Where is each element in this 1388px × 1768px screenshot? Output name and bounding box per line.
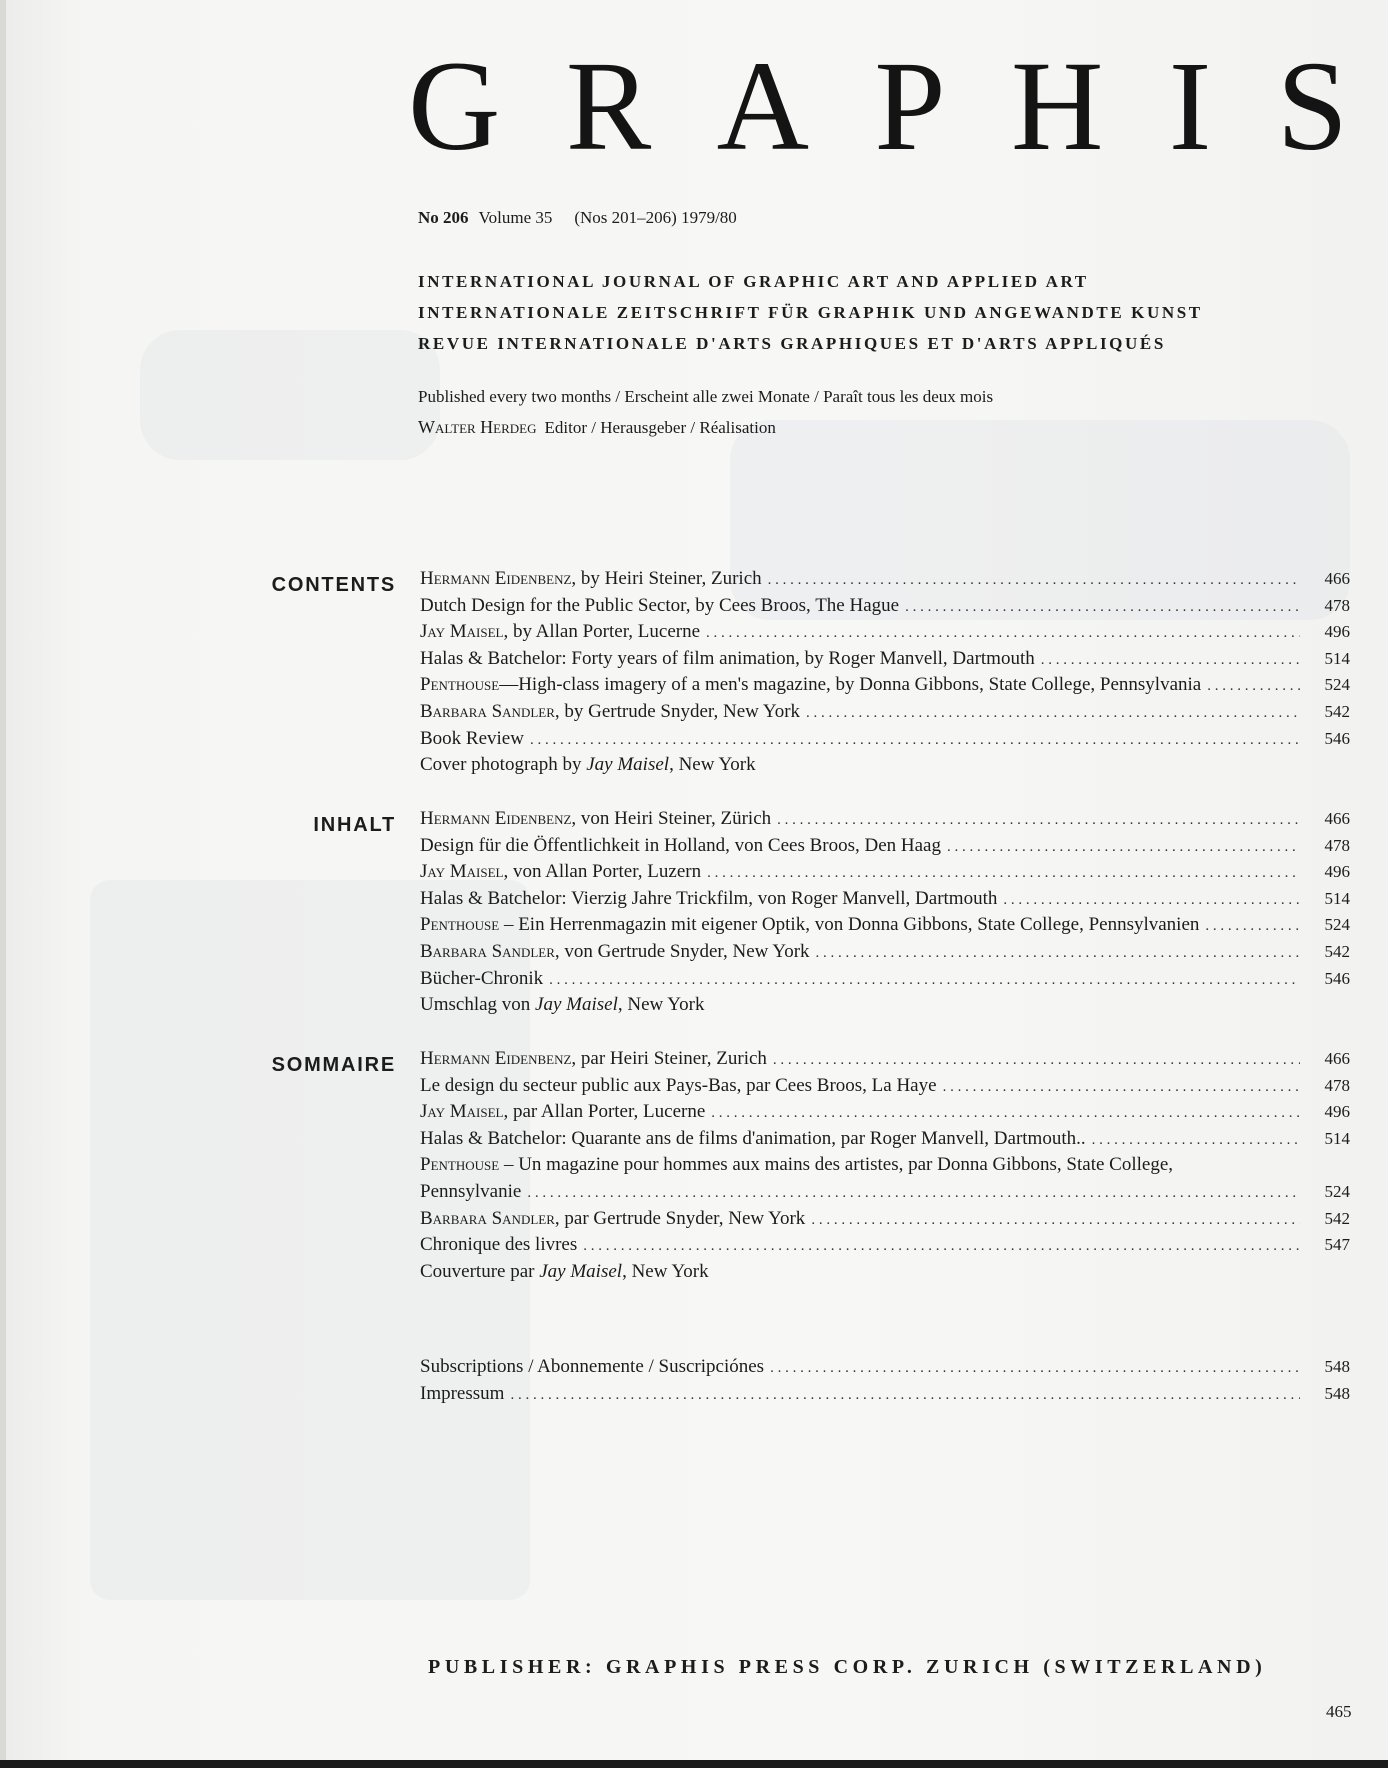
toc-entry <box>420 568 1350 595</box>
entry-text: Design für die Öffentlichkeit in Holland, von Cees Broos, Den Haag <box>420 834 941 856</box>
subtitle-english: INTERNATIONAL JOURNAL OF GRAPHIC ART AND APPLIED ART <box>418 272 1089 291</box>
entry-name: Barbara Sandler <box>420 940 555 962</box>
issue-line <box>418 208 737 228</box>
entry-text: , par Heiri Steiner, Zurich <box>571 1048 767 1069</box>
page-number: 548 <box>1324 1357 1350 1376</box>
page-number: 542 <box>1324 1208 1350 1228</box>
toc-entry <box>420 648 1350 675</box>
page-number: 478 <box>1324 595 1350 615</box>
toc-entry <box>420 1181 1350 1208</box>
entry-text: , by Allan Porter, Lucerne <box>503 621 701 643</box>
page-edge-bottom <box>0 1760 1388 1768</box>
issue-number: No 206 <box>418 208 469 227</box>
toc-entry <box>420 1048 1350 1075</box>
entry-text: —High-class imagery of a men's magazine, by Donna Gibbons, State College, Pennsylvania <box>499 674 1202 696</box>
toc-inhalt <box>420 808 1350 1021</box>
cover-photographer: Jay Maisel <box>539 1260 623 1282</box>
toc-entry <box>420 808 1350 835</box>
page-number: 542 <box>1324 701 1350 721</box>
cover-credit <box>420 1261 1350 1288</box>
toc-entry <box>420 1208 1350 1235</box>
entry-text: – Ein Herrenmagazin mit eigener Optik, von Donna Gibbons, State College, Pennsylvanien <box>499 914 1200 936</box>
leader-dots <box>1092 1132 1300 1149</box>
leader-dots <box>527 1185 1300 1202</box>
page-number: 547 <box>1324 1235 1350 1255</box>
page-number: 548 <box>1324 1383 1350 1403</box>
entry-text: , von Allan Porter, Luzern <box>503 861 702 883</box>
page-number: 546 <box>1324 728 1350 748</box>
toc-extras <box>420 1356 1350 1409</box>
entry-text: , par Allan Porter, Lucerne <box>503 1101 706 1123</box>
entry-text: , by Gertrude Snyder, New York <box>554 700 801 722</box>
toc-entry <box>420 914 1350 941</box>
leader-dots <box>707 865 1300 882</box>
section-label-contents: CONTENTS <box>271 574 396 596</box>
leader-dots <box>1003 892 1300 909</box>
issue-range: (Nos 201–206) 1979/80 <box>574 208 737 227</box>
toc-entry <box>420 861 1350 888</box>
toc-sommaire <box>420 1048 1350 1287</box>
leader-dots <box>549 972 1300 989</box>
page-number: 546 <box>1324 968 1350 988</box>
editor-name: Walter Herdeg <box>418 417 537 437</box>
entry-text: , by Heiri Steiner, Zurich <box>571 568 762 589</box>
entry-name: Penthouse <box>420 1154 500 1176</box>
entry-text: Chronique des livres <box>420 1234 578 1256</box>
entry-name: Jay Maisel <box>420 861 504 883</box>
cover-suffix: , New York <box>617 994 705 1016</box>
toc-entry <box>420 835 1350 862</box>
entry-text: Pennsylvanie <box>420 1180 522 1202</box>
masthead-letter: H <box>1010 35 1104 177</box>
entry-name: Jay Maisel <box>420 621 504 643</box>
toc-entry <box>420 701 1350 728</box>
cover-prefix: Couverture par <box>420 1260 540 1282</box>
subtitle-german: INTERNATIONALE ZEITSCHRIFT FÜR GRAPHIK UND ANGEWANDTE KUNST <box>418 303 1203 322</box>
entry-name: Jay Maisel <box>420 1101 504 1123</box>
entry-text: Le design du secteur public aux Pays-Bas, par Cees Broos, La Haye <box>420 1074 937 1096</box>
masthead-letter: I <box>1168 35 1212 177</box>
masthead-letter: A <box>716 35 809 177</box>
toc-entry <box>420 621 1350 648</box>
subtitle-french: REVUE INTERNATIONALE D'ARTS GRAPHIQUES ET D'ARTS APPLIQUÉS <box>418 334 1166 353</box>
page-folio: 465 <box>1326 1702 1352 1721</box>
page-number: 524 <box>1324 1181 1350 1201</box>
masthead-letter: S <box>1276 35 1348 177</box>
page-number: 478 <box>1324 1075 1350 1095</box>
publisher-line: PUBLISHER: GRAPHIS PRESS CORP. ZURICH (SWITZERLAND) <box>428 1656 1267 1678</box>
cover-prefix: Cover photograph by <box>420 754 587 776</box>
toc-entry <box>420 595 1350 622</box>
cover-suffix: , New York <box>669 754 756 776</box>
cover-prefix: Umschlag von <box>420 994 536 1016</box>
leader-dots <box>816 945 1300 962</box>
page-number: 524 <box>1324 915 1350 935</box>
entry-name: Hermann Eidenbenz <box>420 808 572 829</box>
toc-entry <box>420 968 1350 995</box>
entry-text: Bücher-Chronik <box>420 967 544 989</box>
leader-dots <box>583 1238 1300 1255</box>
entry-name: Hermann Eidenbenz <box>420 1048 572 1069</box>
leader-dots <box>777 812 1300 829</box>
editor-role: Editor / Herausgeber / Réalisation <box>544 418 776 437</box>
entry-name: Barbara Sandler <box>420 700 555 722</box>
entry-text: Halas & Batchelor: Vierzig Jahre Trickfilm, von Roger Manvell, Dartmouth <box>420 887 998 909</box>
entry-text: , von Heiri Steiner, Zürich <box>571 808 772 829</box>
toc-contents <box>420 568 1350 781</box>
leader-dots <box>530 732 1300 749</box>
entry-text: , von Gertrude Snyder, New York <box>554 940 810 962</box>
entry-text: Dutch Design for the Public Sector, by Cees Broos, The Hague <box>420 594 900 616</box>
toc-entry <box>420 1128 1350 1155</box>
section-label-sommaire: SOMMAIRE <box>271 1054 396 1076</box>
leader-dots <box>770 1360 1300 1377</box>
toc-entry <box>420 1075 1350 1102</box>
leader-dots <box>806 705 1300 722</box>
leader-dots <box>947 839 1300 856</box>
leader-dots <box>1041 652 1300 669</box>
entry-name: Barbara Sandler <box>420 1207 555 1229</box>
leader-dots <box>1205 918 1300 935</box>
masthead-letter: G <box>408 35 501 177</box>
toc-entry <box>420 1383 1350 1410</box>
entry-text: Halas & Batchelor: Quarante ans de films d'animation, par Roger Manvell, Dartmouth.. <box>420 1127 1086 1149</box>
page-number: 466 <box>1324 1049 1350 1068</box>
masthead-title <box>408 35 1348 177</box>
page-number: 514 <box>1324 888 1350 908</box>
entry-text: , par Gertrude Snyder, New York <box>554 1207 806 1229</box>
cover-suffix: , New York <box>622 1260 709 1282</box>
cover-credit <box>420 994 1350 1021</box>
page-number: 496 <box>1324 1102 1350 1122</box>
masthead-letter: P <box>874 35 946 177</box>
page-number: 514 <box>1324 648 1350 668</box>
leader-dots <box>773 1052 1300 1069</box>
masthead-letter: R <box>565 35 652 177</box>
show-through-shape <box>140 330 440 460</box>
page-number: 466 <box>1324 569 1350 588</box>
entry-name: Penthouse <box>420 674 500 696</box>
page-number: 466 <box>1324 809 1350 828</box>
toc-entry <box>420 941 1350 968</box>
page-number: 524 <box>1324 675 1350 695</box>
leader-dots <box>510 1387 1300 1404</box>
leader-dots <box>811 1212 1300 1229</box>
page-number: 496 <box>1324 862 1350 882</box>
toc-entry <box>420 674 1350 701</box>
toc-entry <box>420 728 1350 755</box>
leader-dots <box>905 599 1300 616</box>
page-number: 478 <box>1324 835 1350 855</box>
entry-text: Subscriptions / Abonnemente / Suscripciónes <box>420 1356 765 1377</box>
page-number: 514 <box>1324 1128 1350 1148</box>
leader-dots <box>768 572 1300 589</box>
cover-photographer: Jay Maisel <box>586 754 670 776</box>
entry-text: Halas & Batchelor: Forty years of film animation, by Roger Manvell, Dartmouth <box>420 647 1035 669</box>
entry-name: Hermann Eidenbenz <box>420 568 572 589</box>
section-label-inhalt: INHALT <box>313 814 396 836</box>
page-number: 496 <box>1324 622 1350 642</box>
page-number: 542 <box>1324 941 1350 961</box>
leader-dots <box>706 625 1300 642</box>
publication-info <box>418 382 993 443</box>
frequency-line: Published every two months / Erscheint alle zwei Monate / Paraît tous les deux mois <box>418 387 994 406</box>
leader-dots <box>711 1105 1300 1122</box>
entry-name: Penthouse <box>420 914 500 936</box>
cover-photographer: Jay Maisel <box>535 994 618 1016</box>
entry-text: Impressum <box>420 1382 505 1404</box>
toc-entry <box>420 1101 1350 1128</box>
journal-subtitles <box>418 266 1318 359</box>
toc-entry <box>420 1356 1350 1383</box>
issue-volume: Volume 35 <box>478 208 553 227</box>
cover-credit <box>420 754 1350 781</box>
toc-entry <box>420 1234 1350 1261</box>
entry-text: Book Review <box>420 727 524 749</box>
editor-line <box>418 412 993 443</box>
page-edge-left <box>0 0 6 1768</box>
entry-text: – Un magazine pour hommes aux mains des artistes, par Donna Gibbons, State College, <box>499 1154 1174 1176</box>
leader-dots <box>943 1079 1300 1096</box>
leader-dots <box>1207 678 1300 695</box>
toc-entry <box>420 1154 1350 1181</box>
toc-entry <box>420 888 1350 915</box>
